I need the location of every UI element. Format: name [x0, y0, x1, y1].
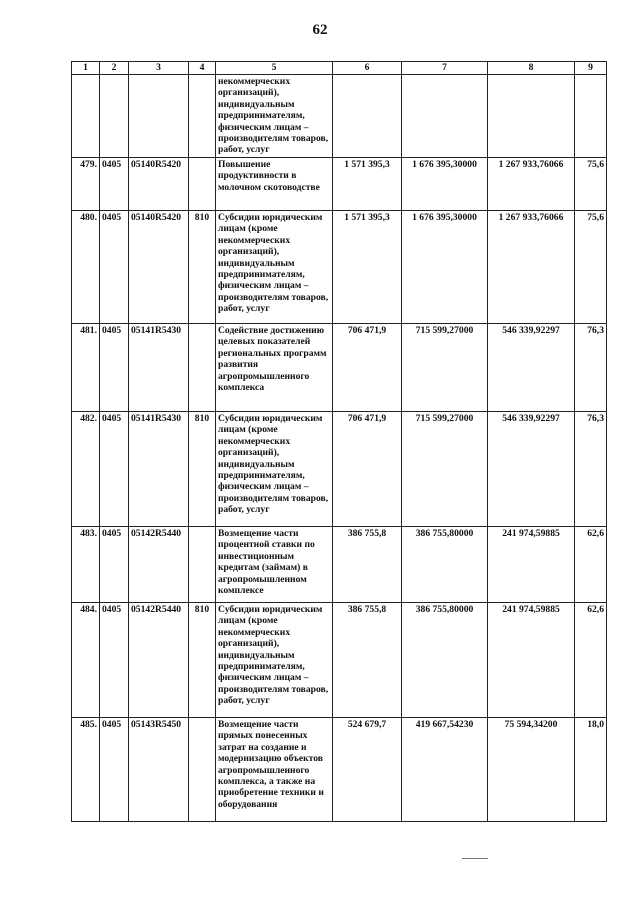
column-header-4: 4 [189, 62, 216, 75]
value-col-6: 386 755,8 [333, 603, 402, 718]
value-col-7: 1 676 395,30000 [402, 158, 488, 211]
section-code: 0405 [100, 527, 129, 603]
column-header-9: 9 [575, 62, 607, 75]
percent-value: 75,6 [575, 158, 607, 211]
section-code: 0405 [100, 603, 129, 718]
item-name: Субсидии юридическим лицам (кроме некоммерческих организаций), индивидуальным предпринимателям, физическим лицам – производителям товаров, работ, услуг [216, 603, 333, 718]
table-row [72, 324, 607, 412]
target-article-code [129, 75, 189, 158]
row-number: 483. [72, 527, 100, 603]
value-col-8: 241 974,59885 [488, 527, 575, 603]
table-row [72, 75, 607, 158]
expense-type-code [189, 718, 216, 822]
expense-type-code [189, 527, 216, 603]
expense-type-code: 810 [189, 603, 216, 718]
expense-type-code [189, 324, 216, 412]
table-row [72, 718, 607, 822]
percent-value: 62,6 [575, 527, 607, 603]
percent-value: 18,0 [575, 718, 607, 822]
column-header-6: 6 [333, 62, 402, 75]
percent-value: 62,6 [575, 603, 607, 718]
target-article-code: 05142R5440 [129, 603, 189, 718]
section-code: 0405 [100, 158, 129, 211]
item-name: Возмещение части прямых понесенных затрат на создание и модернизацию объектов агропромышленного комплекса, а также на приобретение техники и оборудования [216, 718, 333, 822]
value-col-8 [488, 75, 575, 158]
value-col-6: 386 755,8 [333, 527, 402, 603]
section-code: 0405 [100, 412, 129, 527]
item-name: Возмещение части процентной ставки по инвестиционным кредитам (займам) в агропромышленном комплексе [216, 527, 333, 603]
value-col-7: 386 755,80000 [402, 527, 488, 603]
item-name: Содействие достижению целевых показателей региональных программ развития агропромышленного комплекса [216, 324, 333, 412]
row-number [72, 75, 100, 158]
scan-mark [462, 858, 488, 859]
page-number: 62 [312, 22, 328, 38]
section-code: 0405 [100, 324, 129, 412]
value-col-7: 1 676 395,30000 [402, 211, 488, 324]
target-article-code: 05140R5420 [129, 158, 189, 211]
item-name: Субсидии юридическим лицам (кроме некоммерческих организаций), индивидуальным предпринимателям, физическим лицам – производителям товаров, работ, услуг [216, 211, 333, 324]
target-article-code: 05143R5450 [129, 718, 189, 822]
table-row [72, 211, 607, 324]
row-number: 480. [72, 211, 100, 324]
value-col-6: 1 571 395,3 [333, 158, 402, 211]
value-col-6: 1 571 395,3 [333, 211, 402, 324]
percent-value: 75,6 [575, 211, 607, 324]
target-article-code: 05142R5440 [129, 527, 189, 603]
value-col-8: 1 267 933,76066 [488, 211, 575, 324]
table-row [72, 158, 607, 211]
percent-value: 76,3 [575, 324, 607, 412]
column-header-5: 5 [216, 62, 333, 75]
value-col-6: 706 471,9 [333, 412, 402, 527]
row-number: 484. [72, 603, 100, 718]
value-col-7: 419 667,54230 [402, 718, 488, 822]
value-col-8: 75 594,34200 [488, 718, 575, 822]
value-col-7: 386 755,80000 [402, 603, 488, 718]
percent-value: 76,3 [575, 412, 607, 527]
expense-type-code [189, 75, 216, 158]
item-name: Субсидии юридическим лицам (кроме некоммерческих организаций), индивидуальным предпринимателям, физическим лицам – производителям товаров, работ, услуг [216, 412, 333, 527]
item-name: некоммерческих организаций), индивидуальным предпринимателям, физическим лицам – производителям товаров, работ, услуг [216, 75, 333, 158]
table-row [72, 603, 607, 718]
target-article-code: 05141R5430 [129, 412, 189, 527]
value-col-8: 546 339,92297 [488, 324, 575, 412]
budget-table [71, 61, 607, 822]
value-col-6 [333, 75, 402, 158]
column-header-2: 2 [100, 62, 129, 75]
header-row [72, 62, 607, 75]
row-number: 481. [72, 324, 100, 412]
row-number: 482. [72, 412, 100, 527]
column-header-3: 3 [129, 62, 189, 75]
target-article-code: 05140R5420 [129, 211, 189, 324]
target-article-code: 05141R5430 [129, 324, 189, 412]
table-row [72, 412, 607, 527]
section-code [100, 75, 129, 158]
table-row [72, 527, 607, 603]
expense-type-code: 810 [189, 412, 216, 527]
value-col-7: 715 599,27000 [402, 324, 488, 412]
section-code: 0405 [100, 211, 129, 324]
value-col-7: 715 599,27000 [402, 412, 488, 527]
percent-value [575, 75, 607, 158]
column-header-7: 7 [402, 62, 488, 75]
expense-type-code: 810 [189, 211, 216, 324]
section-code: 0405 [100, 718, 129, 822]
expense-type-code [189, 158, 216, 211]
value-col-8: 241 974,59885 [488, 603, 575, 718]
value-col-8: 1 267 933,76066 [488, 158, 575, 211]
item-name: Повышение продуктивности в молочном скотоводстве [216, 158, 333, 211]
row-number: 485. [72, 718, 100, 822]
column-header-1: 1 [72, 62, 100, 75]
value-col-6: 706 471,9 [333, 324, 402, 412]
row-number: 479. [72, 158, 100, 211]
value-col-7 [402, 75, 488, 158]
value-col-8: 546 339,92297 [488, 412, 575, 527]
value-col-6: 524 679,7 [333, 718, 402, 822]
column-header-8: 8 [488, 62, 575, 75]
